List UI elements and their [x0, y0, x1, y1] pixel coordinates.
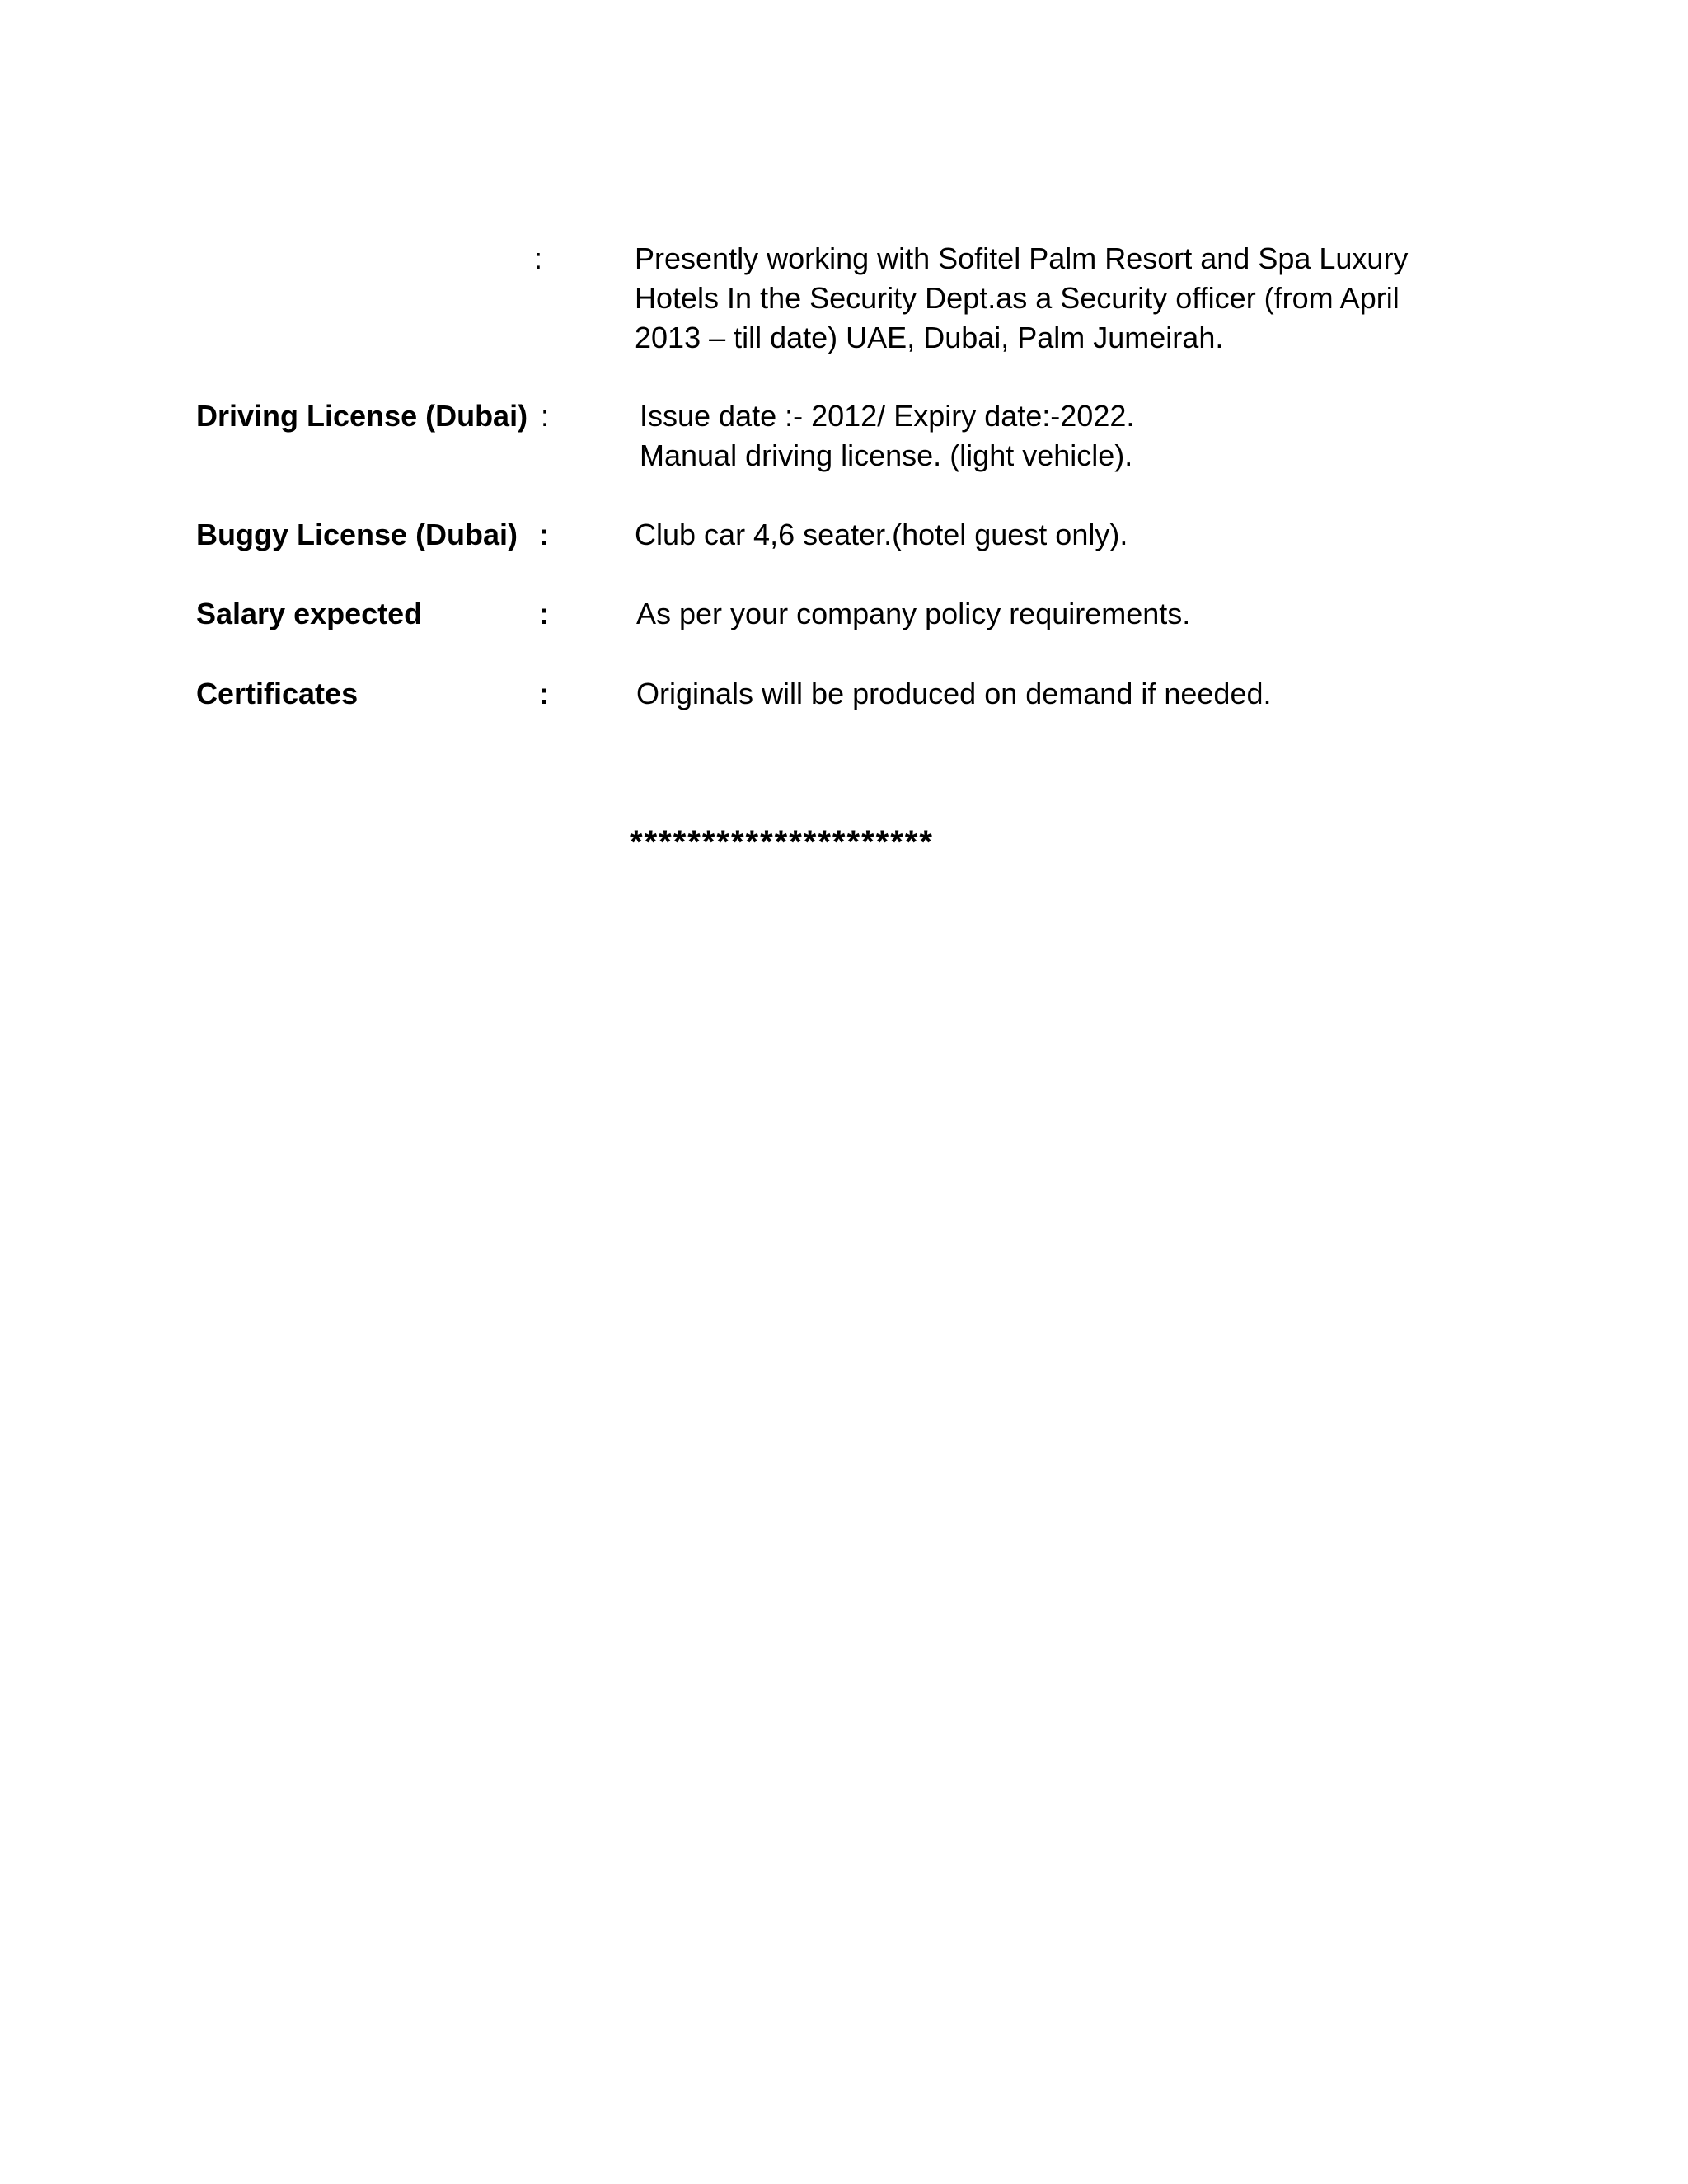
driving-license-line-1: Issue date :- 2012/ Expiry date:-2022. — [640, 399, 1135, 433]
employment-value — [635, 239, 1426, 358]
certificates-label: Certificates — [196, 677, 359, 710]
buggy-license-value — [635, 515, 1426, 555]
buggy-license-colon: : — [539, 518, 549, 551]
salary-value — [636, 594, 1428, 634]
employment-line-1: Presently working with Sofitel Palm Resort and Spa Luxury — [635, 241, 1409, 275]
certificates-value — [636, 674, 1428, 714]
driving-license-label: Driving License (Dubai) — [196, 399, 528, 433]
salary-colon: : — [539, 597, 549, 630]
certificates-line-1: Originals will be produced on demand if needed. — [636, 677, 1272, 710]
footer-stars: ********************* — [630, 824, 934, 860]
certificates-colon: : — [539, 677, 549, 710]
employment-line-3: 2013 – till date) UAE, Dubai, Palm Jumeirah. — [635, 321, 1224, 354]
employment-line-2: Hotels In the Security Dept.as a Security officer (from April — [635, 281, 1400, 315]
driving-license-value — [640, 396, 1431, 476]
salary-line-1: As per your company policy requirements. — [636, 597, 1191, 630]
buggy-license-label: Buggy License (Dubai) — [196, 518, 518, 551]
driving-license-line-2: Manual driving license. (light vehicle). — [640, 438, 1133, 472]
driving-license-colon: : — [541, 399, 550, 433]
salary-label: Salary expected — [196, 597, 423, 630]
employment-colon: : — [534, 241, 543, 275]
buggy-license-line-1: Club car 4,6 seater.(hotel guest only). — [635, 518, 1128, 551]
